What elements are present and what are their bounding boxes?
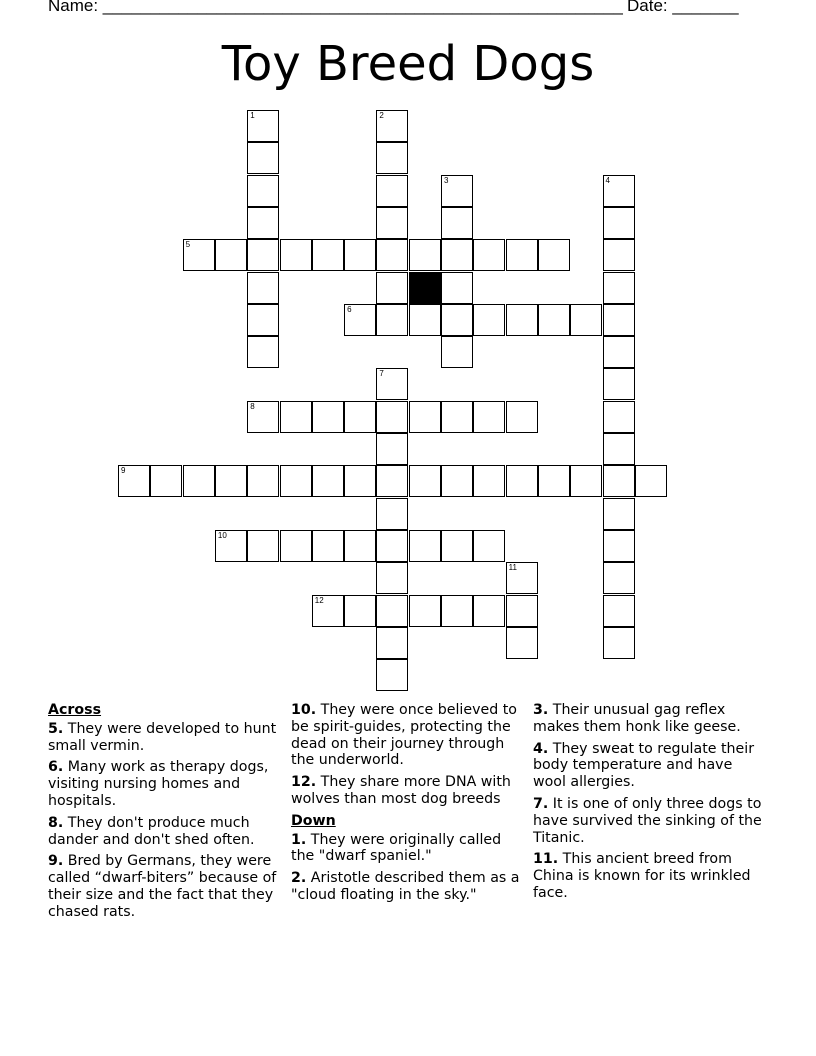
- grid-cell[interactable]: [441, 530, 473, 562]
- grid-cell[interactable]: [441, 239, 473, 271]
- grid-cell[interactable]: [376, 498, 408, 530]
- grid-cell[interactable]: [280, 401, 312, 433]
- grid-cell[interactable]: [215, 465, 247, 497]
- clue-down-4: 4. They sweat to regulate their body temperature and have wool allergies.: [533, 740, 755, 791]
- name-label: Name:: [48, 0, 103, 15]
- grid-cell[interactable]: [409, 595, 441, 627]
- grid-cell[interactable]: [635, 465, 667, 497]
- grid-cell[interactable]: [603, 175, 635, 207]
- grid-cell[interactable]: [247, 272, 279, 304]
- grid-cell[interactable]: [570, 465, 602, 497]
- grid-cell[interactable]: [376, 175, 408, 207]
- date-label: Date:: [627, 0, 673, 15]
- grid-cell[interactable]: [344, 401, 376, 433]
- grid-cell[interactable]: [247, 207, 279, 239]
- grid-cell[interactable]: [247, 530, 279, 562]
- grid-cell[interactable]: [603, 336, 635, 368]
- grid-cell[interactable]: [603, 272, 635, 304]
- clue-number: 2: [379, 111, 384, 120]
- clue-down-11: 11. This ancient breed from China is known for its wrinkled face.: [533, 851, 751, 901]
- grid-cell[interactable]: [506, 562, 538, 594]
- grid-cell[interactable]: [441, 401, 473, 433]
- grid-cell[interactable]: [247, 110, 279, 142]
- name-line: _______________________________________________________: [102, 0, 623, 15]
- grid-cell[interactable]: [344, 304, 376, 336]
- grid-cell[interactable]: [376, 110, 408, 142]
- grid-cell[interactable]: [441, 272, 473, 304]
- clue-column-2: [291, 702, 527, 909]
- grid-cell[interactable]: [376, 627, 408, 659]
- clue-column-3: [533, 702, 769, 907]
- grid-cell[interactable]: [344, 465, 376, 497]
- grid-cell[interactable]: [603, 465, 635, 497]
- grid-cell[interactable]: [506, 595, 538, 627]
- grid-cell[interactable]: [247, 304, 279, 336]
- grid-cell[interactable]: [409, 401, 441, 433]
- grid-cell[interactable]: [247, 175, 279, 207]
- grid-cell[interactable]: [506, 304, 538, 336]
- grid-cell[interactable]: [473, 465, 505, 497]
- grid-cell[interactable]: [280, 239, 312, 271]
- grid-cell[interactable]: [215, 239, 247, 271]
- across-heading: Across: [48, 702, 102, 718]
- grid-cell[interactable]: [538, 465, 570, 497]
- grid-cell[interactable]: [344, 239, 376, 271]
- grid-cell[interactable]: [603, 530, 635, 562]
- grid-cell[interactable]: [409, 304, 441, 336]
- grid-cell[interactable]: [376, 530, 408, 562]
- grid-cell[interactable]: [409, 465, 441, 497]
- grid-cell[interactable]: [473, 595, 505, 627]
- clue-number: 10: [217, 530, 227, 540]
- grid-cell[interactable]: [312, 530, 344, 562]
- clue-number: 12: [314, 595, 324, 605]
- clue-across-9: 9. Bred by Germans, they were called “dwarf-biters” because of their size and the fact that they chased rats.: [48, 853, 277, 920]
- grid-cell[interactable]: [473, 401, 505, 433]
- grid-cell[interactable]: [441, 336, 473, 368]
- grid-cell[interactable]: [376, 272, 408, 304]
- grid-cell[interactable]: [441, 465, 473, 497]
- clue-number: 7: [379, 369, 384, 379]
- clue-across-6: 6. Many work as therapy dogs, visiting nursing homes and hospitals.: [48, 759, 269, 809]
- grid-cell[interactable]: [376, 239, 408, 271]
- grid-cell[interactable]: [376, 304, 408, 336]
- clue-across-10: 10. They were once believed to be spirit-guides, protecting the dead on their journey through the underworld.: [291, 702, 517, 769]
- grid-cell[interactable]: [409, 530, 441, 562]
- down-heading: Down: [291, 812, 336, 829]
- grid-cell[interactable]: [183, 465, 215, 497]
- grid-cell[interactable]: [603, 562, 635, 594]
- grid-cell[interactable]: [473, 530, 505, 562]
- grid-cell[interactable]: [506, 239, 538, 271]
- grid-cell[interactable]: [441, 175, 473, 207]
- grid-cell[interactable]: [376, 401, 408, 433]
- grid-cell[interactable]: [603, 304, 635, 336]
- grid-cell[interactable]: [376, 207, 408, 239]
- grid-cell[interactable]: [603, 207, 635, 239]
- clue-number: 8: [250, 401, 255, 411]
- grid-cell[interactable]: [506, 401, 538, 433]
- grid-cell[interactable]: [247, 401, 279, 433]
- grid-cell[interactable]: [376, 433, 408, 465]
- grid-cell[interactable]: [280, 465, 312, 497]
- grid-cell[interactable]: [441, 304, 473, 336]
- grid-cell[interactable]: [603, 401, 635, 433]
- grid-cell[interactable]: [150, 465, 182, 497]
- grid-cell[interactable]: [247, 336, 279, 368]
- clue-number: 5: [185, 240, 191, 250]
- grid-cell[interactable]: [312, 465, 344, 497]
- grid-cell[interactable]: [441, 207, 473, 239]
- grid-cell[interactable]: [603, 595, 635, 627]
- grid-cell[interactable]: [215, 530, 247, 562]
- grid-cell[interactable]: [538, 239, 570, 271]
- grid-cell[interactable]: [603, 239, 635, 271]
- grid-cell[interactable]: [247, 142, 279, 174]
- grid-cell[interactable]: [376, 142, 408, 174]
- grid-cell[interactable]: [603, 627, 635, 659]
- clue-number: 4: [605, 175, 610, 185]
- grid-cell[interactable]: [312, 401, 344, 433]
- grid-cell[interactable]: [280, 530, 312, 562]
- clue-down-2: 2. Aristotle described them as a "cloud floating in the sky.": [291, 870, 520, 903]
- grid-cell[interactable]: [344, 595, 376, 627]
- clue-across-5: 5. They were developed to hunt small vermin.: [48, 720, 277, 754]
- grid-cell[interactable]: [376, 368, 408, 400]
- clue-across-12: 12. They share more DNA with wolves than most dog breeds: [291, 774, 511, 807]
- clue-number: 9: [121, 466, 126, 476]
- grid-cell[interactable]: [409, 239, 441, 271]
- clue-number: 11: [508, 563, 517, 573]
- grid-cell[interactable]: [344, 530, 376, 562]
- grid-cell[interactable]: [473, 239, 505, 271]
- clue-column-1: [48, 702, 284, 926]
- grid-cell[interactable]: [570, 304, 602, 336]
- grid-cell[interactable]: [118, 465, 150, 497]
- clue-down-3: 3. Their unusual gag reflex makes them honk like geese.: [533, 702, 741, 735]
- grid-cell[interactable]: [247, 465, 279, 497]
- grid-cell[interactable]: [376, 595, 408, 627]
- clue-number: 1: [250, 111, 255, 120]
- clue-across-8: 8. They don't produce much dander and don't shed often.: [48, 814, 255, 848]
- grid-cell[interactable]: [603, 433, 635, 465]
- clue-down-1: 1. They were originally called the "dwarf spaniel.": [291, 831, 502, 865]
- grid-cell[interactable]: [376, 659, 408, 691]
- grid-cell[interactable]: [506, 465, 538, 497]
- clue-down-7: 7. It is one of only three dogs to have survived the sinking of the Titanic.: [533, 795, 762, 846]
- grid-cell[interactable]: [603, 498, 635, 530]
- grid-cell[interactable]: [506, 627, 538, 659]
- grid-cell[interactable]: [473, 304, 505, 336]
- clue-number: 6: [347, 304, 352, 314]
- grid-cell[interactable]: [312, 239, 344, 271]
- puzzle-title: Toy Breed Dogs: [221, 36, 595, 92]
- date-line: _______: [672, 0, 739, 15]
- grid-cell[interactable]: [376, 465, 408, 497]
- grid-cell[interactable]: [441, 595, 473, 627]
- grid-cell[interactable]: [538, 304, 570, 336]
- grid-cell[interactable]: [312, 595, 344, 627]
- grid-cell[interactable]: [183, 239, 215, 271]
- grid-cell[interactable]: [247, 239, 279, 271]
- clue-number: 3: [444, 175, 449, 185]
- grid-block: [409, 272, 441, 304]
- grid-cell[interactable]: [603, 368, 635, 400]
- grid-cell[interactable]: [376, 562, 408, 594]
